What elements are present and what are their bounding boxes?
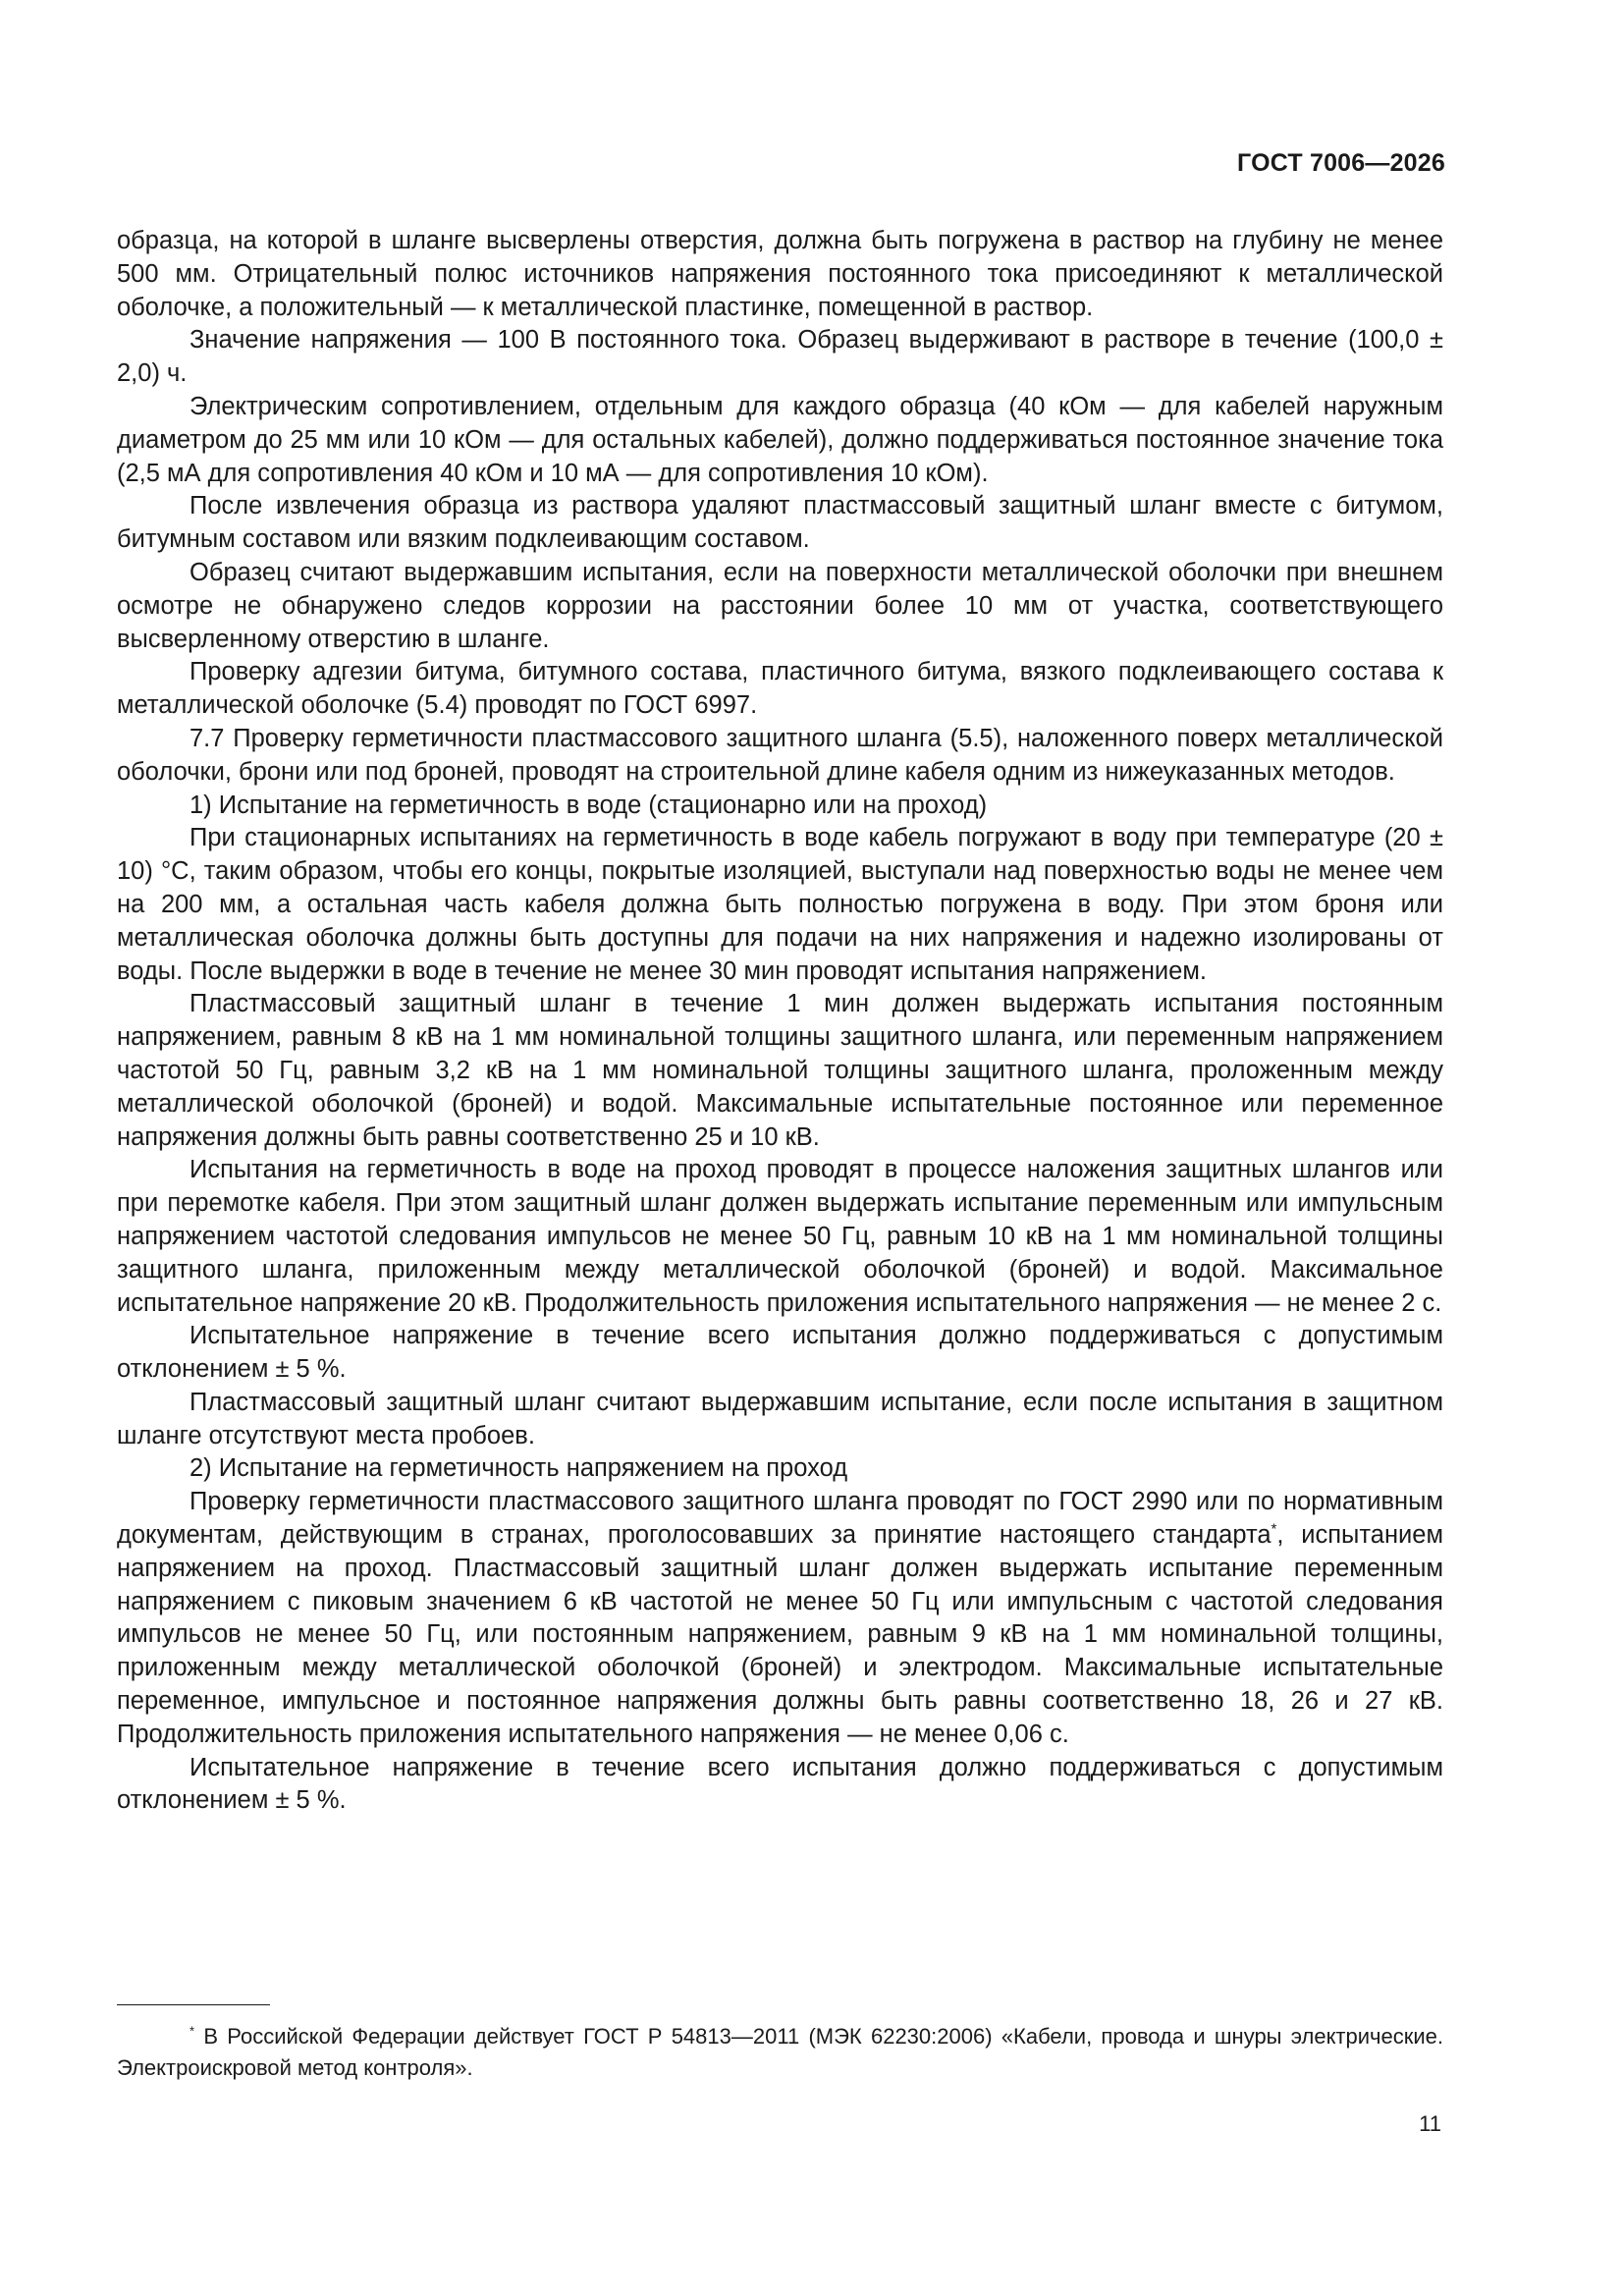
paragraph: Испытания на герметичность в воде на проход проводят в процессе наложения защитных шлангов или при перемотке кабеля. При этом защитный шланг должен выдержать испытание переменным или импульсным напряжением частотой следования импульсов не менее 50 Гц, равным 10 кВ на 1 мм номинальной толщины защитного шланга, приложенным между металлической оболочкой (броней) и водой. Максимальное испытательное напряжение 20 кВ. Продолжительность приложения испытательного напряжения — не менее 2 с. — [117, 1156, 1443, 1317]
paragraph: Испытательное напряжение в течение всего испытания должно поддерживаться с допустимым отклонением ± 5 %. — [117, 1753, 1443, 1815]
footnote-body: В Российской Федерации действует ГОСТ Р 54813—2011 (МЭК 62230:2006) «Кабели, провода и шнуры электрические. Электроискровой метод контроля». — [117, 2024, 1443, 2080]
paragraph: Проверку адгезии битума, битумного состава, пластичного битума, вязкого подклеивающего состава к металлической оболочке (5.4) проводят по ГОСТ 6997. — [117, 658, 1443, 720]
paragraph: Электрическим сопротивлением, отдельным для каждого образца (40 кОм — для кабелей наружным диаметром до 25 мм или 10 кОм — для остальных кабелей), должно поддерживаться постоянное значение тока (2,5 мА для сопротивления 40 кОм и 10 мА — для сопротивления 10 кОм). — [117, 392, 1443, 487]
method-1-heading: 1) Испытание на герметичность в воде (стационарно или на проход) — [189, 791, 988, 819]
footnote-text — [117, 2021, 1443, 2084]
page-number: 11 — [1419, 2111, 1441, 2136]
method-2-heading: 2) Испытание на герметичность напряжением на проход — [189, 1454, 848, 1483]
main-text — [117, 225, 1443, 1818]
paragraph-part: , испытанием напряжением на проход. Пластмассовый защитный шланг должен выдержать испытание переменным напряжением с пиковым значением 6 кВ частотой не менее 50 Гц или импульсным с частотой следования импульсов не менее 50 Гц, или постоянным напряжением, равным 9 кВ на 1 мм номинальной толщины, приложенным между металлической оболочкой (броней) и электродом. Максимальные испытательные переменное, импульсное и постоянное напряжения должны быть равны соответственно 18, 26 и 27 кВ. Продолжительность приложения испытательного напряжения — не менее 0,06 с. — [117, 1521, 1443, 1748]
section-7-7-paragraph: 7.7 Проверку герметичности пластмассового защитного шланга (5.5), наложенного поверх металлической оболочки, брони или под броней, проводят на строительной длине кабеля одним из нижеуказанных методов. — [117, 724, 1443, 786]
paragraph-with-footnote — [117, 1486, 1443, 1751]
document-header: ГОСТ 7006—2026 — [1237, 149, 1445, 177]
footnote-reference: * — [1271, 1520, 1277, 1538]
paragraph-part: Проверку герметичности пластмассового защитного шланга проводят по ГОСТ 2990 или по нормативным документам, действующим в странах, проголосовавших за принятие настоящего стандарта — [117, 1488, 1443, 1550]
footnote-marker: * — [189, 2023, 195, 2039]
paragraph: При стационарных испытаниях на герметичность в воде кабель погружают в воду при температуре (20 ± 10) °С, таким образом, чтобы его концы, покрытые изоляцией, выступали над поверхностью воды не менее чем на 200 мм, а остальная часть кабеля должна быть полностью погружена в воду. При этом броня или металлическая оболочка должны быть доступны для подачи на них напряжения и надежно изолированы от воды. После выдержки в воде в течение не менее 30 мин проводят испытания напряжением. — [117, 824, 1443, 985]
footnote-separator — [117, 2004, 270, 2005]
paragraph: После извлечения образца из раствора удаляют пластмассовый защитный шланг вместе с битумом, битумным составом или вязким подклеивающим составом. — [117, 492, 1443, 554]
footnote — [117, 2021, 1443, 2084]
paragraph: Пластмассовый защитный шланг в течение 1 мин должен выдержать испытания постоянным напряжением, равным 8 кВ на 1 мм номинальной толщины защитного шланга, или переменным напряжением частотой 50 Гц, равным 3,2 кВ на 1 мм номинальной толщины защитного шланга, проложенным между металлической оболочкой (броней) и водой. Максимальные испытательные постоянное или переменное напряжения должны быть равны соответственно 25 и 10 кВ. — [117, 990, 1443, 1151]
paragraph: Испытательное напряжение в течение всего испытания должно поддерживаться с допустимым отклонением ± 5 %. — [117, 1322, 1443, 1384]
paragraph: образца, на которой в шланге высверлены отверстия, должна быть погружена в раствор на глубину не менее 500 мм. Отрицательный полюс источников напряжения постоянного тока присоединяют к металлической оболочке, а положительный — к металлической пластинке, помещенной в раствор. — [117, 227, 1443, 321]
paragraph: Пластмассовый защитный шланг считают выдержавшим испытание, если после испытания в защитном шланге отсутствуют места пробоев. — [117, 1388, 1443, 1449]
paragraph: Образец считают выдержавшим испытания, если на поверхности металлической оболочки при внешнем осмотре не обнаружено следов коррозии на расстоянии более 10 мм от участка, соответствующего высверленному отверстию в шланге. — [117, 558, 1443, 653]
paragraph: Значение напряжения — 100 В постоянного тока. Образец выдерживают в растворе в течение (100,0 ± 2,0) ч. — [117, 326, 1443, 388]
